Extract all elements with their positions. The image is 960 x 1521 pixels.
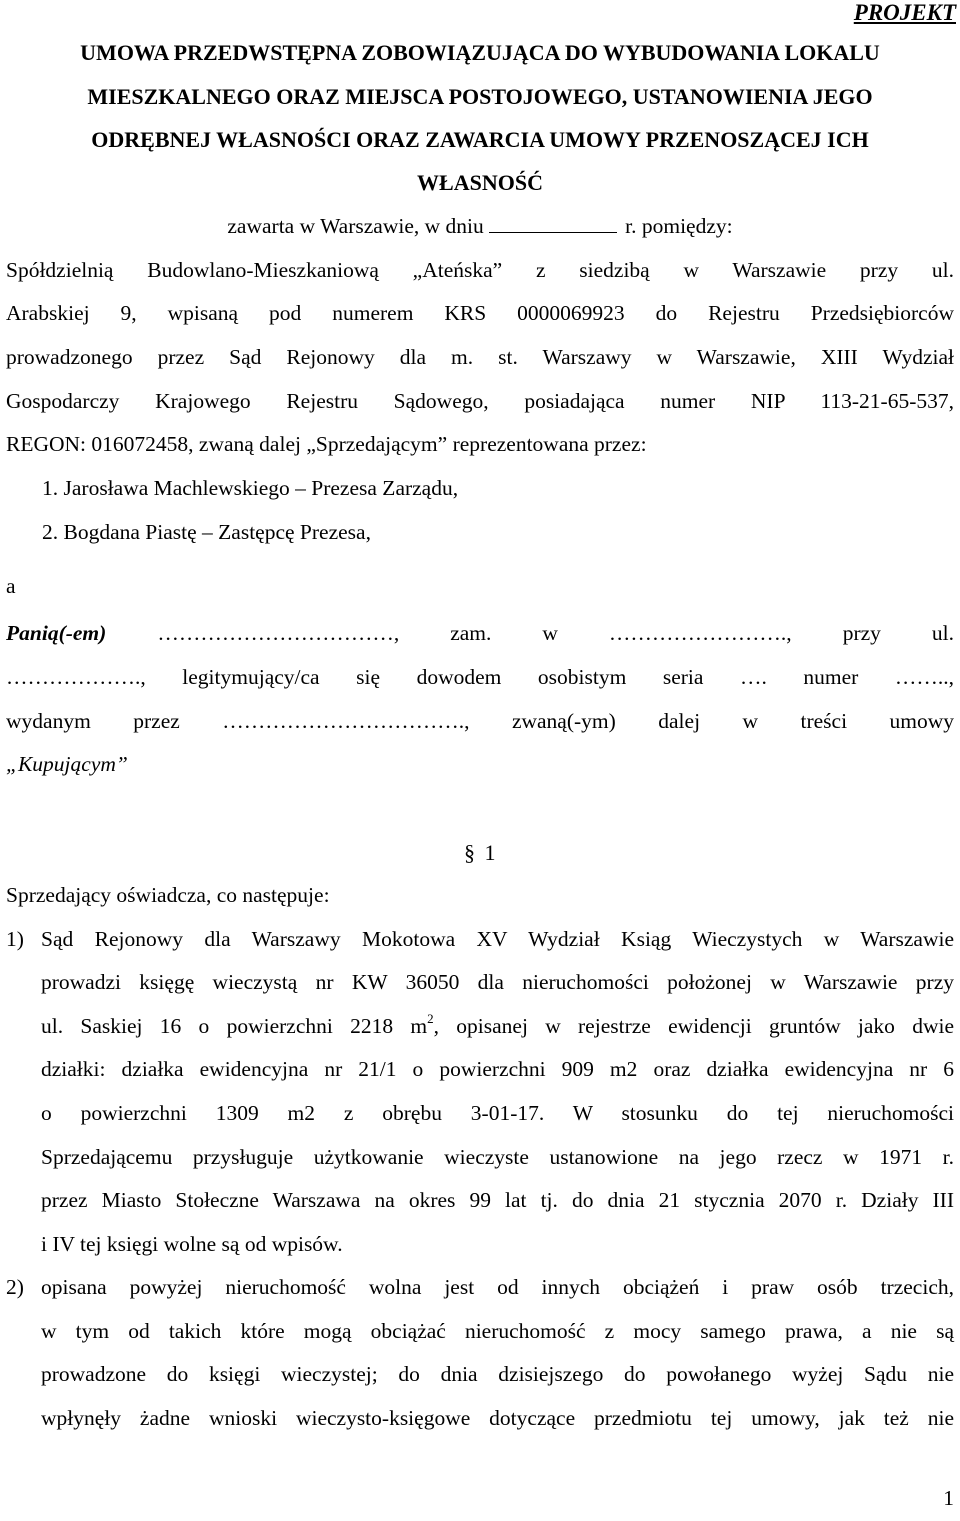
- point-line: wpłynęły żadne wnioski wieczysto-księgowe dotyczące przedmiotu tej umowy, jak też nie: [41, 1406, 954, 1430]
- buyer-label: Panią(-em): [6, 621, 107, 645]
- superscript: 2: [427, 1011, 434, 1026]
- seller-line: Arabskiej 9, wpisaną pod numerem KRS 0000069923 do Rejestru Przedsiębiorców: [6, 301, 954, 325]
- seller-line: Gospodarczy Krajowego Rejestru Sądowego, posiadająca numer NIP 113-21-65-537,: [6, 389, 954, 413]
- place-date-line: [0, 214, 960, 239]
- point-line: w tym od takich które mogą obciążać nieruchomość z mocy samego prawa, a nie są: [41, 1319, 954, 1343]
- seller-line: REGON: 016072458, zwaną dalej „Sprzedającym” reprezentowana przez:: [6, 432, 647, 456]
- conjunction: a: [6, 574, 16, 598]
- buyer-line-rest: ……………………………, zam. w ……………………., przy ul.: [157, 621, 955, 645]
- page-number: 1: [943, 1486, 954, 1510]
- representative-item: 2. Bogdana Piastę – Zastępcę Prezesa,: [42, 520, 371, 544]
- point-line: o powierzchni 1309 m2 z obrębu 3-01-17. W stosunku do tej nieruchomości: [41, 1101, 954, 1125]
- title-line: UMOWA PRZEDWSTĘPNA ZOBOWIĄZUJĄCA DO WYBUDOWANIA LOKALU: [80, 40, 880, 65]
- representative-item: 1. Jarosława Machlewskiego – Prezesa Zarządu,: [42, 476, 459, 500]
- point-line-part: , opisanej w rejestrze ewidencji gruntów jako dwie: [433, 1014, 954, 1038]
- point-line-part: ul. Saskiej 16 o powierzchni 2218 m: [41, 1014, 428, 1038]
- point-line: przez Miasto Stołeczne Warszawa na okres 99 lat tj. do dnia 21 stycznia 2070 r. Działy III: [41, 1188, 954, 1212]
- buyer-role: „Kupującym”: [6, 752, 128, 776]
- buyer-line: ………………., legitymujący/ca się dowodem osobistym seria …. numer ……..,: [6, 665, 954, 689]
- title-line: WŁASNOŚĆ: [417, 170, 543, 195]
- point-line: [41, 1011, 954, 1039]
- point-line: Sprzedającemu przysługuje użytkowanie wieczyste ustanowione na jego rzecz w 1971 r.: [41, 1145, 954, 1169]
- date-blank-field[interactable]: [489, 218, 617, 233]
- title-line: MIESZKALNEGO ORAZ MIEJSCA POSTOJOWEGO, USTANOWIENIA JEGO: [87, 84, 873, 109]
- seller-line: prowadzonego przez Sąd Rejonowy dla m. st. Warszawy w Warszawie, XIII Wydział: [6, 345, 954, 369]
- point-number: 2): [6, 1275, 24, 1299]
- section-heading: [464, 840, 496, 866]
- buyer-line: [6, 621, 954, 646]
- title-line: ODRĘBNEJ WŁASNOŚCI ORAZ ZAWARCIA UMOWY PRZENOSZĄCEJ ICH: [91, 127, 869, 152]
- point-line: działki: działka ewidencyjna nr 21/1 o powierzchni 909 m2 oraz działka ewidencyjna nr 6: [41, 1057, 954, 1081]
- place-date-after: r. pomiędzy:: [625, 214, 733, 238]
- buyer-line: wydanym przez ……………………………., zwaną(-ym) dalej w treści umowy: [6, 709, 954, 733]
- projekt-stamp: PROJEKT: [853, 0, 956, 25]
- place-date-before: zawarta w Warszawie, w dniu: [227, 214, 484, 238]
- point-line: i IV tej księgi wolne są od wpisów.: [41, 1232, 343, 1256]
- intro-text: Sprzedający oświadcza, co następuje:: [6, 883, 330, 907]
- seller-line: Spółdzielnią Budowlano-Mieszkaniową „Ateńska” z siedzibą w Warszawie przy ul.: [6, 258, 954, 282]
- section-number: 1: [484, 840, 496, 865]
- point-line: prowadzone do księgi wieczystej; do dnia dzisiejszego do powołanego wyżej Sądu nie: [41, 1362, 954, 1386]
- point-line: opisana powyżej nieruchomość wolna jest od innych obciążeń i praw osób trzecich,: [41, 1275, 954, 1299]
- point-line: prowadzi księgę wieczystą nr KW 36050 dla nieruchomości położonej w Warszawie przy: [41, 970, 954, 994]
- point-number: 1): [6, 927, 24, 951]
- point-line: Sąd Rejonowy dla Warszawy Mokotowa XV Wydział Ksiąg Wieczystych w Warszawie: [41, 927, 954, 951]
- section-symbol: §: [464, 840, 475, 865]
